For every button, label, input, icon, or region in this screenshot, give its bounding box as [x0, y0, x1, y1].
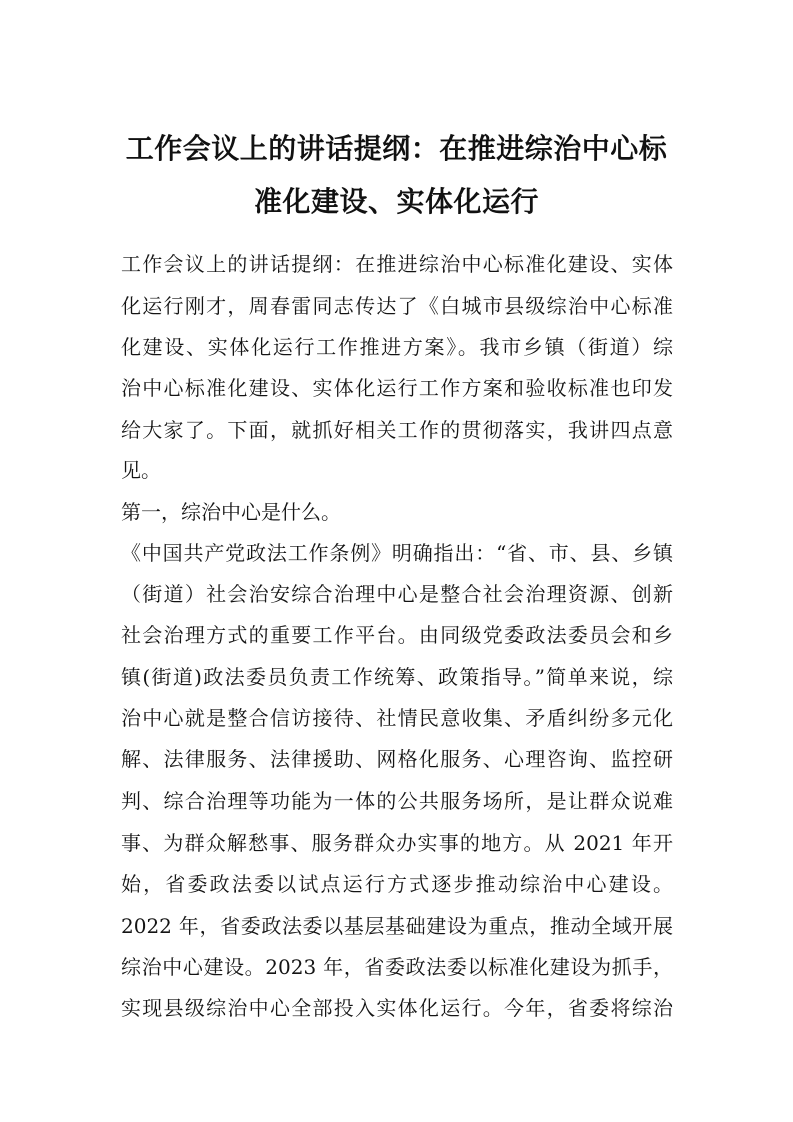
paragraph-line: 实现县级综治中心全部投入实体化运行。今年，省委将综治 — [121, 996, 673, 1020]
paragraph-line: 化运行刚才，周春雷同志传达了《白城市县级综治中心标准 — [121, 294, 673, 318]
paragraph-line: 综治中心建设。2023 年，省委政法委以标准化建设为抓手， — [121, 955, 673, 979]
paragraph-line: 治中心标准化建设、实体化运行工作方案和验收标准也印发 — [121, 376, 673, 400]
paragraph-line: 化建设、实体化运行工作推进方案》。我市乡镇（街道）综 — [121, 335, 673, 359]
section-heading: 第一，综治中心是什么。 — [121, 500, 341, 524]
paragraph-line: 社会治理方式的重要工作平台。由同级党委政法委员会和乡 — [121, 623, 673, 647]
title-line-2: 准化建设、实体化运行 — [253, 185, 539, 218]
title-line-1: 工作会议上的讲话提纲：在推进综治中心标 — [125, 132, 668, 165]
paragraph-line: 给大家了。下面，就抓好相关工作的贯彻落实，我讲四点意 — [121, 418, 673, 442]
paragraph-line: 《中国共产党政法工作条例》明确指出：“省、市、县、乡镇 — [121, 541, 673, 565]
document-title — [100, 122, 693, 228]
paragraph-line: 见。 — [121, 458, 161, 482]
paragraph-line: 2022 年，省委政法委以基层基础建设为重点，推动全域开展 — [121, 914, 673, 938]
paragraph-line: 始，省委政法委以试点运行方式逐步推动综治中心建设。 — [121, 872, 673, 896]
paragraph-line: 工作会议上的讲话提纲：在推进综治中心标准化建设、实体 — [121, 252, 673, 276]
paragraph-line: 事、为群众解愁事、服务群众办实事的地方。从 2021 年开 — [121, 831, 673, 855]
paragraph-line: 解、法律服务、法律援助、网格化服务、心理咨询、监控研 — [121, 747, 673, 771]
paragraph-line: （街道）社会治安综合治理中心是整合社会治理资源、创新 — [121, 582, 673, 606]
paragraph-line: 治中心就是整合信访接待、社情民意收集、矛盾纠纷多元化 — [121, 706, 673, 730]
paragraph-line: 镇(街道)政法委员负责工作统筹、政策指导。”简单来说，综 — [121, 665, 673, 689]
paragraph-line: 判、综合治理等功能为一体的公共服务场所，是让群众说难 — [121, 789, 673, 813]
